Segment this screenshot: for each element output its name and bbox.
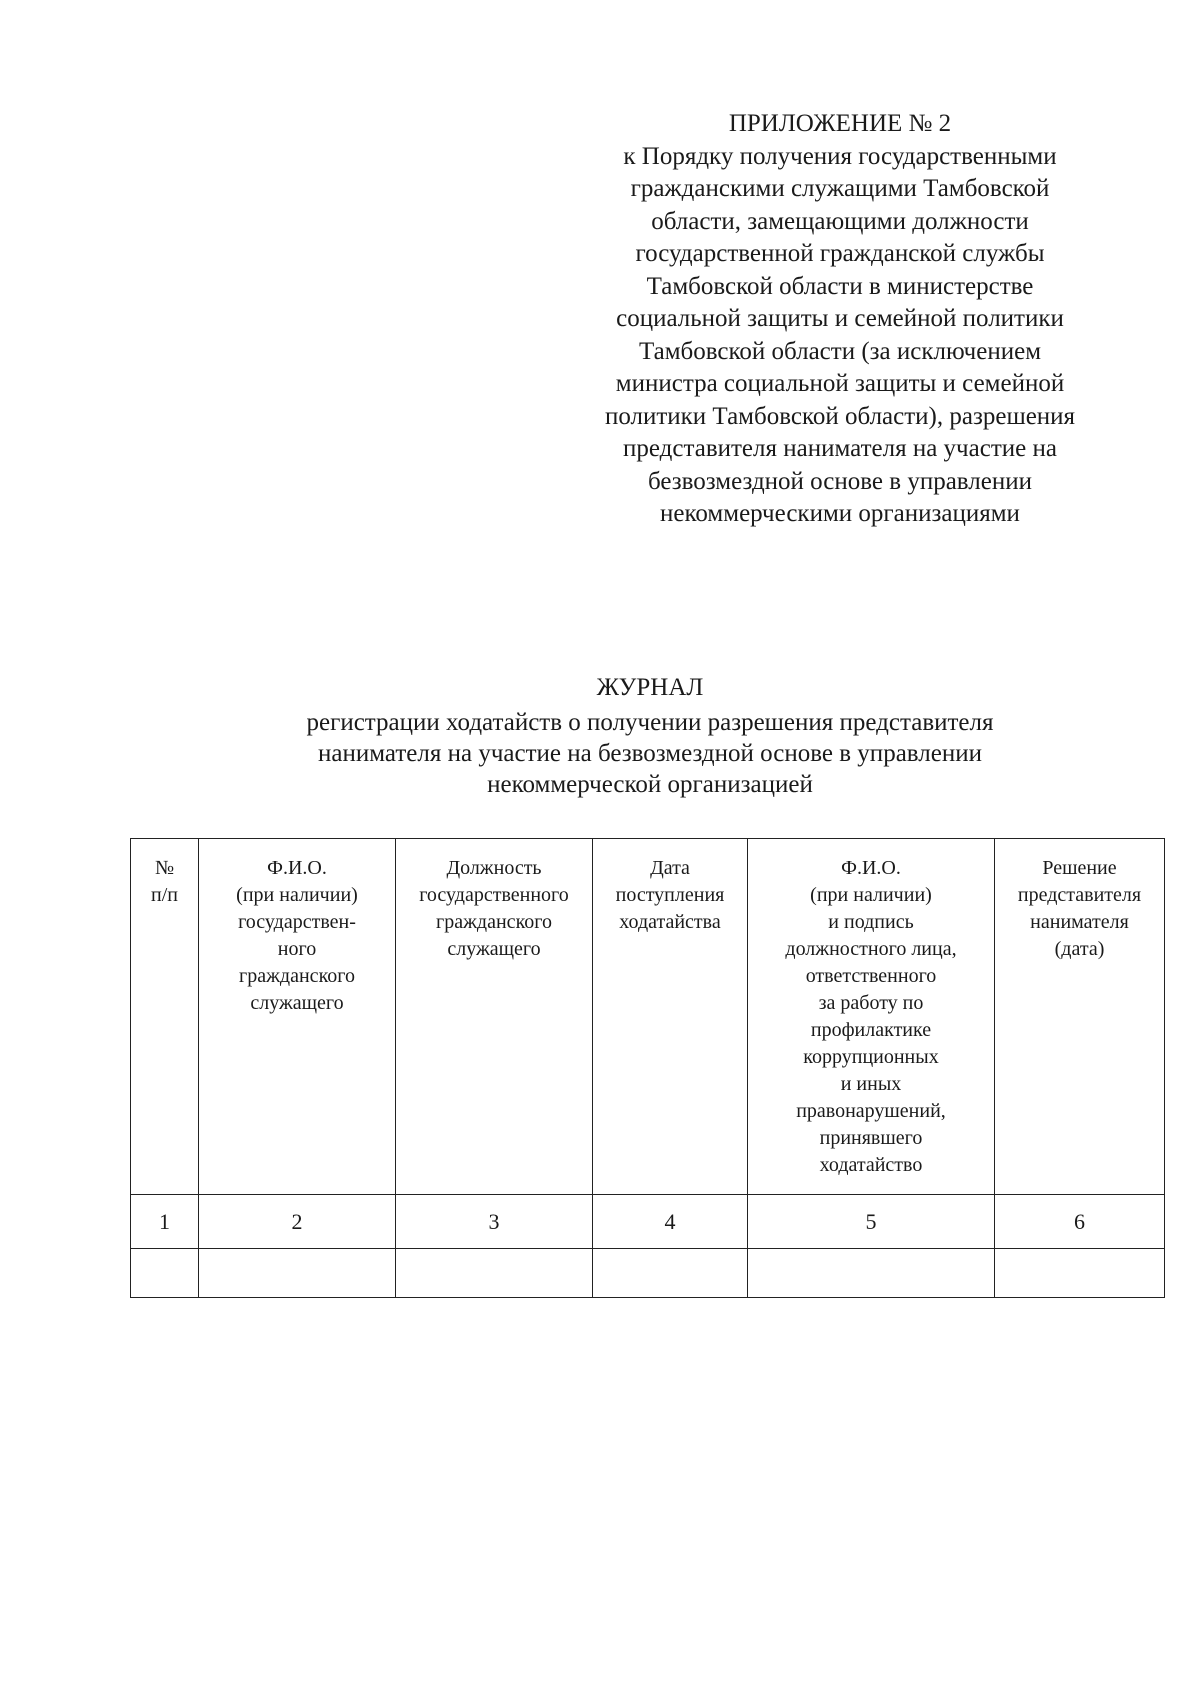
- appendix-line: Тамбовской области (за исключением: [638, 337, 1042, 365]
- appendix-line: области, замещающими должности: [651, 207, 1029, 235]
- column-number-cell: 6: [995, 1195, 1165, 1249]
- appendix-block: [560, 108, 1120, 531]
- header-text: ходатайство: [819, 1154, 923, 1176]
- journal-subtitle-line: некоммерческой организацией: [487, 771, 813, 798]
- header-text: за работу по: [818, 992, 924, 1014]
- appendix-heading: ПРИЛОЖЕНИЕ № 2: [728, 110, 952, 137]
- appendix-line: некоммерческими организациями: [660, 500, 1020, 527]
- table-header-row: [131, 839, 1165, 1195]
- header-text: Должность: [446, 857, 542, 879]
- appendix-line: безвозмездной основе в управлении: [647, 467, 1032, 495]
- appendix-line: гражданскими служащими Тамбовской: [630, 175, 1050, 202]
- empty-cell: [199, 1249, 396, 1298]
- header-text: служащего: [447, 938, 541, 960]
- header-text: Решение: [1042, 857, 1117, 879]
- empty-cell: [748, 1249, 995, 1298]
- header-text: ходатайства: [619, 911, 721, 933]
- column-number-cell: 3: [396, 1195, 593, 1249]
- header-text: принявшего: [819, 1127, 923, 1149]
- column-header-official: [748, 839, 995, 1195]
- column-number-cell: 1: [131, 1195, 199, 1249]
- empty-entry-row: [131, 1249, 1165, 1298]
- appendix-line: государственной гражданской службы: [635, 240, 1045, 267]
- empty-cell: [593, 1249, 748, 1298]
- header-text: представителя: [1017, 884, 1142, 906]
- header-text: ного: [277, 938, 317, 960]
- header-text: (при наличии): [810, 884, 932, 906]
- appendix-line: социальной защиты и семейной политики: [616, 305, 1064, 332]
- column-header-employee-name: [199, 839, 396, 1195]
- header-text: (дата): [1054, 938, 1105, 960]
- empty-cell: [396, 1249, 593, 1298]
- column-number-cell: 5: [748, 1195, 995, 1249]
- header-text: служащего: [250, 992, 344, 1014]
- column-numbers-row: [131, 1195, 1165, 1249]
- header-text: коррупционных: [803, 1046, 939, 1068]
- header-text: поступления: [615, 884, 725, 906]
- empty-cell: [131, 1249, 199, 1298]
- journal-subtitle-line: регистрации ходатайств о получении разрешения представителя: [306, 709, 994, 736]
- header-text: №: [154, 857, 175, 879]
- header-text: ответственного: [805, 965, 937, 987]
- journal-subtitle-line: нанимателя на участие на безвозмездной основе в управлении: [318, 740, 982, 767]
- header-text: государственного: [419, 884, 569, 906]
- column-number-cell: 2: [199, 1195, 396, 1249]
- appendix-line: министра социальной защиты и семейной: [615, 370, 1065, 397]
- appendix-line: к Порядку получения государственными: [623, 142, 1057, 170]
- header-text: должностного лица,: [785, 938, 957, 960]
- column-number-cell: 4: [593, 1195, 748, 1249]
- header-text: государствен-: [238, 911, 356, 933]
- column-header-decision: [995, 839, 1165, 1195]
- column-header-position: [396, 839, 593, 1195]
- header-text: и подпись: [828, 911, 914, 933]
- header-text: Дата: [650, 857, 690, 879]
- header-text: Ф.И.О.: [267, 857, 327, 879]
- header-text: гражданского: [436, 911, 552, 933]
- header-text: нанимателя: [1030, 911, 1129, 933]
- header-text: Ф.И.О.: [841, 857, 901, 879]
- header-text: гражданского: [239, 965, 355, 987]
- column-header-received-date: [593, 839, 748, 1195]
- appendix-line: Тамбовской области в министерстве: [646, 272, 1034, 300]
- header-text: и иных: [840, 1073, 902, 1095]
- header-text: п/п: [151, 884, 178, 906]
- empty-cell: [995, 1249, 1165, 1298]
- header-text: правонарушений,: [796, 1100, 946, 1122]
- registration-table: [130, 838, 1165, 1298]
- appendix-line: политики Тамбовской области), разрешения: [604, 402, 1076, 430]
- appendix-line: представителя нанимателя на участие на: [623, 435, 1057, 462]
- journal-heading-block: [130, 672, 1170, 800]
- column-header-number: [131, 839, 199, 1195]
- header-text: профилактике: [810, 1019, 932, 1041]
- header-text: (при наличии): [236, 884, 358, 906]
- journal-title: ЖУРНАЛ: [596, 674, 704, 701]
